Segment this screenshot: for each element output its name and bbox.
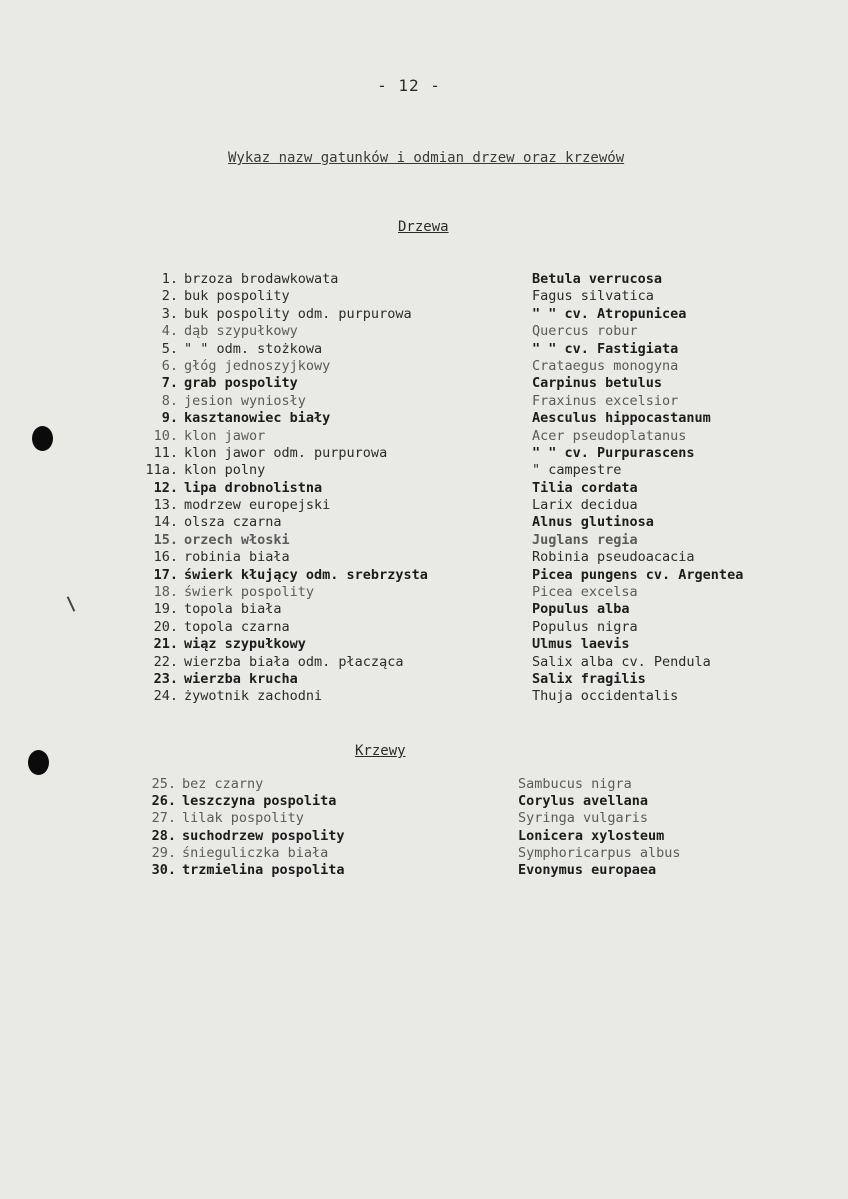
polish-name: leszczyna pospolita [182, 793, 337, 810]
item-number: 23. [153, 670, 178, 687]
latin-name: Populus nigra [532, 618, 638, 635]
polish-name: świerk kłujący odm. srebrzysta [184, 566, 428, 583]
polish-name: wierzba krucha [184, 670, 298, 687]
latin-name: Tilia cordata [532, 479, 638, 496]
polish-name: robinia biała [184, 549, 290, 566]
polish-name: olsza czarna [184, 514, 282, 531]
item-number: 15. [153, 531, 178, 548]
item-number: 2. [161, 288, 178, 305]
latin-name: Betula verrucosa [532, 271, 663, 287]
item-number: 14. [153, 514, 178, 531]
latin-name: Acer pseudoplatanus [532, 427, 687, 444]
item-number: 29. [151, 844, 176, 861]
polish-name: bez czarny [182, 776, 264, 792]
latin-name: Picea excelsa [532, 584, 638, 601]
polish-name: klon polny [184, 462, 266, 479]
punch-hole [28, 750, 49, 775]
latin-name: Alnus glutinosa [532, 514, 654, 531]
item-number: 7. [161, 375, 178, 392]
latin-name: Ulmus laevis [532, 636, 630, 653]
item-number: 24. [153, 688, 178, 705]
latin-name: Fraxinus excelsior [532, 392, 679, 409]
latin-name: Sambucus nigra [518, 776, 632, 792]
latin-name: Aesculus hippocastanum [532, 410, 711, 427]
item-number: 22. [153, 653, 178, 670]
item-number: 26. [151, 793, 176, 810]
latin-name: " " cv. Fastigiata [532, 340, 679, 357]
polish-name: lipa drobnolistna [184, 479, 323, 496]
polish-name: trzmielina pospolita [182, 861, 345, 878]
latin-name: Symphoricarpus albus [518, 844, 681, 861]
polish-name: świerk pospolity [184, 584, 315, 601]
item-number: 13. [153, 497, 178, 514]
latin-name: Syringa vulgaris [518, 810, 649, 827]
latin-name: " campestre [532, 462, 622, 479]
section-heading-trees: Drzewa [398, 219, 449, 235]
item-number: 8. [161, 392, 178, 409]
polish-name: kasztanowiec biały [184, 410, 331, 427]
polish-name: orzech włoski [184, 531, 290, 548]
latin-name: " " cv. Purpurascens [532, 444, 695, 461]
item-number: 11. [153, 444, 178, 461]
item-number: 4. [161, 323, 178, 340]
punch-hole [32, 426, 53, 451]
item-number: 12. [153, 479, 178, 496]
latin-name: Larix decidua [532, 497, 638, 514]
item-number: 10. [153, 427, 178, 444]
latin-name: Lonicera xylosteum [518, 827, 665, 844]
polish-name: topola czarna [184, 618, 290, 635]
latin-name: Corylus avellana [518, 793, 649, 810]
polish-name: dąb szypułkowy [184, 323, 298, 340]
item-number: 27. [151, 810, 176, 827]
polish-name: lilak pospolity [182, 810, 304, 827]
item-number: 3. [161, 305, 178, 322]
item-number: 19. [153, 601, 178, 618]
item-number: 6. [161, 357, 178, 374]
item-number: 11a. [145, 462, 178, 479]
polish-name: wiąz szypułkowy [184, 636, 306, 653]
item-number: 18. [153, 584, 178, 601]
item-number: 28. [151, 827, 176, 844]
polish-name: jesion wyniosły [184, 392, 306, 409]
item-number: 1. [161, 271, 178, 287]
latin-name: Salix alba cv. Pendula [532, 653, 711, 670]
polish-name: wierzba biała odm. płacząca [184, 653, 404, 670]
polish-name: brzoza brodawkowata [184, 271, 339, 287]
polish-name: głóg jednoszyjkowy [184, 357, 331, 374]
page-number: - 12 - [377, 76, 441, 95]
item-number: 25. [151, 776, 176, 792]
item-number: 20. [153, 618, 178, 635]
latin-name: Robinia pseudoacacia [532, 549, 695, 566]
pen-mark [67, 596, 76, 611]
item-number: 16. [153, 549, 178, 566]
latin-name: Populus alba [532, 601, 630, 618]
latin-name: Carpinus betulus [532, 375, 663, 392]
latin-name: Thuja occidentalis [532, 688, 679, 705]
polish-name: buk pospolity odm. purpurowa [184, 305, 412, 322]
item-number: 21. [153, 636, 178, 653]
polish-name: suchodrzew pospolity [182, 827, 345, 844]
document-title: Wykaz nazw gatunków i odmian drzew oraz krzewów [228, 150, 625, 166]
latin-name: " " cv. Atropunicea [532, 305, 687, 322]
polish-name: " " odm. stożkowa [184, 340, 323, 357]
polish-name: buk pospolity [184, 288, 290, 305]
item-number: 17. [153, 566, 178, 583]
polish-name: topola biała [184, 601, 282, 618]
polish-name: klon jawor [184, 427, 266, 444]
latin-name: Salix fragilis [532, 670, 646, 687]
latin-name: Evonymus europaea [518, 861, 657, 878]
polish-name: modrzew europejski [184, 497, 331, 514]
polish-name: śnieguliczka biała [182, 844, 329, 861]
latin-name: Quercus robur [532, 323, 638, 340]
item-number: 9. [161, 410, 178, 427]
item-number: 5. [161, 340, 178, 357]
latin-name: Picea pungens cv. Argentea [532, 566, 744, 583]
item-number: 30. [151, 861, 176, 878]
section-heading-shrubs: Krzewy [355, 743, 406, 759]
polish-name: klon jawor odm. purpurowa [184, 444, 388, 461]
latin-name: Juglans regia [532, 531, 638, 548]
latin-name: Crataegus monogyna [532, 357, 679, 374]
latin-name: Fagus silvatica [532, 288, 654, 305]
polish-name: żywotnik zachodni [184, 688, 323, 705]
polish-name: grab pospolity [184, 375, 298, 392]
